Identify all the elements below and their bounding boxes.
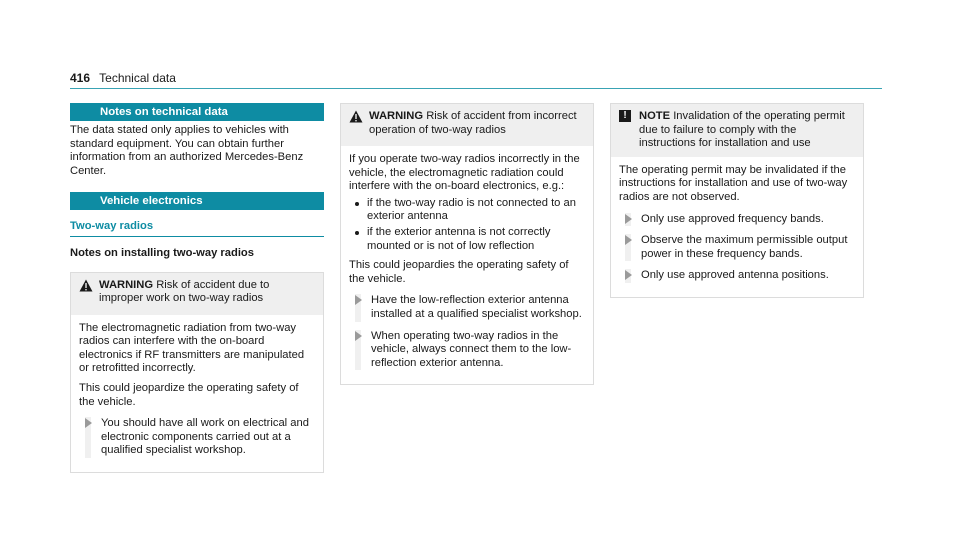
warning-para-1a: The electromagnetic radiation from two-way radios can interfere with the on-board electronics if RF transmitters are manipulated or retrofitted incorrectly. — [79, 321, 305, 375]
header-rule — [70, 88, 882, 89]
page-number: 416 — [70, 71, 91, 85]
electronics-band: Vehicle electronics — [70, 192, 324, 210]
section-title: Technical data — [99, 71, 176, 85]
notes-text: The data stated only applies to vehicles with standard equipment. You can obtain further information from an authorized Mercedes-Benz Center. — [70, 124, 304, 177]
two-way-subhead: Two-way radios — [70, 220, 324, 237]
step-item — [79, 417, 315, 458]
note-box — [610, 103, 864, 298]
step-item — [349, 330, 585, 371]
step-text: Only use approved antenna positions. — [641, 269, 829, 282]
step-text: Only use approved frequency bands. — [641, 212, 824, 225]
warning-body-2 — [341, 146, 593, 384]
warning-label-1: WARNING — [99, 278, 154, 291]
warning-title-1: Risk of accident due to improper work on two-way radios — [99, 278, 270, 305]
step-item — [619, 269, 855, 283]
step-text: Have the low-reflection exterior antenna installed at a qualified specialist workshop. — [371, 294, 582, 320]
step-text: Observe the maximum permissible output power in these frequency bands. — [641, 234, 848, 260]
warning-label-2: WARNING — [369, 110, 424, 122]
step-item — [619, 234, 855, 261]
warning-triangle-icon — [349, 110, 363, 123]
warning-box-2 — [340, 103, 594, 385]
warning-head-2 — [341, 104, 593, 146]
notes-band: Notes on technical data — [70, 103, 324, 121]
exclamation-icon: ! — [619, 110, 631, 122]
arrow-right-icon — [85, 418, 92, 428]
arrow-right-icon — [625, 214, 632, 224]
column-1 — [70, 103, 324, 473]
note-para: The operating permit may be invalidated if the instructions for installation and use of two-way radios are not observed. — [619, 163, 848, 203]
warning-box-1 — [70, 272, 324, 473]
warning-body-1 — [71, 315, 323, 472]
step-item — [619, 213, 855, 227]
column-3 — [610, 103, 864, 298]
bullet-item: if the two-way radio is not connected to an exterior antenna — [349, 197, 585, 224]
column-2 — [340, 103, 594, 385]
installing-heading: Notes on installing two-way radios — [70, 246, 254, 259]
warning-title-2: Risk of accident from incorrect operation of two-way radios — [369, 110, 577, 136]
note-label: NOTE — [639, 110, 671, 122]
arrow-right-icon — [625, 270, 632, 280]
note-head — [611, 104, 863, 157]
warning-head-1 — [71, 273, 323, 315]
note-body — [611, 157, 863, 297]
arrow-right-icon — [355, 295, 362, 305]
step-item — [349, 294, 585, 321]
warning-para-2a: If you operate two-way radios incorrectly in the vehicle, the electromagnetic radiation could interfere with the on-board electronics, e.g.: — [349, 153, 580, 193]
warning-triangle-icon — [79, 279, 93, 292]
warning-para-1b: This could jeopardize the operating safety of the vehicle. — [79, 381, 299, 408]
page-header — [70, 71, 176, 85]
step-text: When operating two-way radios in the vehicle, always connect them to the low-reflection exterior antenna. — [371, 329, 572, 369]
warning-para-2b: This could jeopardies the operating safety of the vehicle. — [349, 259, 569, 285]
arrow-right-icon — [355, 331, 362, 341]
bullet-list — [349, 197, 585, 253]
bullet-item: if the exterior antenna is not correctly mounted or is not of low reflection — [349, 226, 585, 253]
step-text: You should have all work on electrical and electronic components carried out at a qualified specialist workshop. — [101, 417, 309, 457]
arrow-right-icon — [625, 235, 632, 245]
note-title: Invalidation of the operating permit due to failure to comply with the instructions for installation and use — [639, 110, 845, 150]
